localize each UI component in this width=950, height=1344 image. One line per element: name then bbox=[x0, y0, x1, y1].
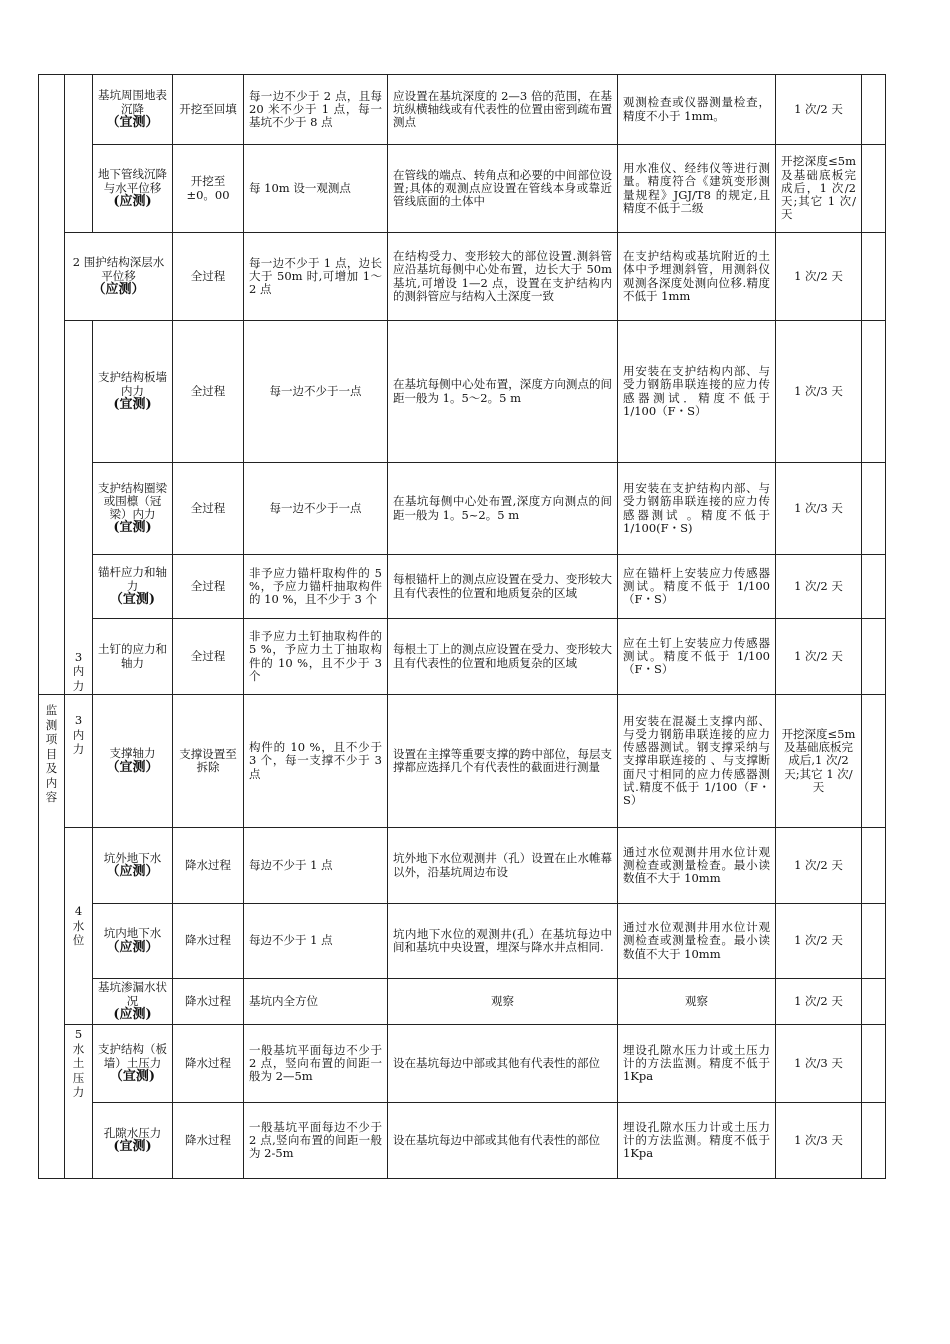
points-cell: 每一边不少于 1 点，边长大于 50m 时,可增加 1～2 点 bbox=[244, 233, 388, 321]
location-cell: 在基坑每侧中心处布置，深度方向测点的间距一般为 1。5～2。5 m bbox=[388, 321, 618, 463]
location-cell: 在基坑每侧中心处布置,深度方向测点的间距一般为 1。5~2。5 m bbox=[388, 463, 618, 555]
points-cell: 非予应力锚杆取构件的 5 %，予应力锚杆抽取构件的 10 %，且不少于 3 个 bbox=[244, 555, 388, 619]
section-2-item-cell: 2 围护结构深层水平位移 （应测） bbox=[65, 233, 173, 321]
location-cell: 坑内地下水位的观测井(孔）在基坑每边中间和基坑中央设置，埋深与降水井点相同. bbox=[388, 904, 618, 979]
points-cell: 一般基坑平面每边不少于 2 点，竖向布置的间距一般为 2—5m bbox=[244, 1025, 388, 1103]
location-cell: 在管线的端点、转角点和必要的中间部位设置;具体的观测点应设置在管线本身或靠近管线底面的土体中 bbox=[388, 145, 618, 233]
frequency-cell: 1 次/2 天 bbox=[776, 828, 862, 904]
phase-cell: 全过程 bbox=[173, 463, 244, 555]
phase-cell: 全过程 bbox=[173, 321, 244, 463]
method-cell: 观测检查或仪器测量检查，精度不小于 1mm。 bbox=[618, 75, 776, 145]
phase-cell: 全过程 bbox=[173, 555, 244, 619]
location-cell: 设置在主撑等重要支撑的跨中部位，每层支撑都应选择几个有代表性的截面进行测量 bbox=[388, 695, 618, 828]
frequency-cell: 1 次/2 天 bbox=[776, 555, 862, 619]
table-row bbox=[39, 463, 886, 555]
phase-cell: 全过程 bbox=[173, 619, 244, 695]
points-cell: 每边不少于 1 点 bbox=[244, 828, 388, 904]
frequency-cell: 1 次/3 天 bbox=[776, 321, 862, 463]
phase-cell: 支撑设置至拆除 bbox=[173, 695, 244, 828]
item-cell: 支护结构板墙内力 (宜测) bbox=[93, 321, 173, 463]
remark-cell bbox=[862, 695, 886, 828]
remark-cell bbox=[862, 828, 886, 904]
item-cell: 坑外地下水 （应测） bbox=[93, 828, 173, 904]
phase-cell: 开挖至±0。00 bbox=[173, 145, 244, 233]
item-cell: 支撑轴力 （宜测） bbox=[93, 695, 173, 828]
group-label-top bbox=[39, 75, 65, 695]
phase-cell: 降水过程 bbox=[173, 828, 244, 904]
item-cell: 基坑渗漏水状况 (应测) bbox=[93, 979, 173, 1025]
item-cell: 基坑周围地表沉降 （宜测） bbox=[93, 75, 173, 145]
frequency-cell: 1 次/3 天 bbox=[776, 1103, 862, 1179]
remark-cell bbox=[862, 1103, 886, 1179]
location-cell: 每根土丁上的测点应设置在受力、变形较大且有代表性的位置和地质复杂的区域 bbox=[388, 619, 618, 695]
group-label: 监 测 项 目 及 内 容 bbox=[39, 695, 65, 1179]
method-cell: 通过水位观测井用水位计观测检查或测量检查。最小读数值不大于 10mm bbox=[618, 904, 776, 979]
table-row bbox=[39, 145, 886, 233]
item-cell: 坑内地下水 （应测） bbox=[93, 904, 173, 979]
remark-cell bbox=[862, 1025, 886, 1103]
item-cell: 支护结构（板墙）土压力 （宜测) bbox=[93, 1025, 173, 1103]
points-cell: 非予应力土钉抽取构件的 5 %，予应力土丁抽取构件的 10 %，且不少于 3 个 bbox=[244, 619, 388, 695]
frequency-cell: 1 次/2 天 bbox=[776, 75, 862, 145]
item-cell: 地下管线沉降与水平位移 (应测) bbox=[93, 145, 173, 233]
section-3-label: 3 内 力 bbox=[65, 695, 93, 828]
table-row bbox=[39, 75, 886, 145]
points-cell: 每一边不少于 2 点，且每 20 米不少于 1 点，每一基坑不少于 8 点 bbox=[244, 75, 388, 145]
table-row bbox=[39, 619, 886, 695]
method-cell: 观察 bbox=[618, 979, 776, 1025]
location-cell: 每根锚杆上的测点应设置在受力、变形较大且有代表性的位置和地质复杂的区域 bbox=[388, 555, 618, 619]
remark-cell bbox=[862, 979, 886, 1025]
frequency-cell: 1 次/2 天 bbox=[776, 979, 862, 1025]
remark-cell bbox=[862, 233, 886, 321]
frequency-cell: 1 次/3 天 bbox=[776, 463, 862, 555]
location-cell: 坑外地下水位观测井（孔）设置在止水帷幕以外，沿基坑周边布设 bbox=[388, 828, 618, 904]
frequency-cell: 1 次/2 天 bbox=[776, 904, 862, 979]
frequency-cell: 1 次/2 天 bbox=[776, 619, 862, 695]
points-cell: 每一边不少于一点 bbox=[244, 321, 388, 463]
table-row bbox=[39, 1103, 886, 1179]
table-row bbox=[39, 555, 886, 619]
method-cell: 用水准仪、经纬仪等进行测量。精度符合《建筑变形测量规程》JGJ/T8 的规定,且精度不低于二级 bbox=[618, 145, 776, 233]
method-cell: 在支护结构或基坑附近的土体中予埋测斜管，用测斜仪观测各深度处测向位移.精度不低于 1mm bbox=[618, 233, 776, 321]
points-cell: 一般基坑平面每边不少于 2 点,竖向布置的间距一般为 2-5m bbox=[244, 1103, 388, 1179]
phase-cell: 降水过程 bbox=[173, 1025, 244, 1103]
remark-cell bbox=[862, 145, 886, 233]
remark-cell bbox=[862, 555, 886, 619]
location-cell: 设在基坑每边中部或其他有代表性的部位 bbox=[388, 1103, 618, 1179]
table-row bbox=[39, 828, 886, 904]
item-cell: 土钉的应力和轴力 bbox=[93, 619, 173, 695]
remark-cell bbox=[862, 619, 886, 695]
phase-cell: 降水过程 bbox=[173, 904, 244, 979]
frequency-cell: 开挖深度≤5m 及基础底板完成后，1 次/2 天;其它 1 次/天 bbox=[776, 145, 862, 233]
method-cell: 埋设孔隙水压力计或土压力计的方法监测。精度不低于 1Kpa bbox=[618, 1025, 776, 1103]
method-cell: 用安装在支护结构内部、与受力钢筋串联连接的应力传感器测试 。精度不低于 1/100(F・S) bbox=[618, 463, 776, 555]
points-cell: 基坑内全方位 bbox=[244, 979, 388, 1025]
item-cell: 孔隙水压力 (宜测) bbox=[93, 1103, 173, 1179]
section-5-label: 5 水 土 压 力 bbox=[65, 1025, 93, 1179]
method-cell: 用安装在支护结构内部、与受力钢筋串联连接的应力传感器测试．精度不低于 1/100（F・S） bbox=[618, 321, 776, 463]
points-cell: 每一边不少于一点 bbox=[244, 463, 388, 555]
location-cell: 应设置在基坑深度的 2—3 倍的范围，在基坑纵横轴线或有代表性的位置由密到疏布置测点 bbox=[388, 75, 618, 145]
frequency-cell: 开挖深度≤5m 及基础底板完成后,1 次/2 天;其它 1 次/天 bbox=[776, 695, 862, 828]
location-cell: 设在基坑每边中部或其他有代表性的部位 bbox=[388, 1025, 618, 1103]
method-cell: 埋设孔隙水压力计或土压力计的方法监测。精度不低于 1Kpa bbox=[618, 1103, 776, 1179]
location-cell: 在结构受力、变形较大的部位设置.测斜管应沿基坑每侧中心处布置，边长大于 50m 基坑,可增设 1—2 点，设置在支护结构内的测斜管应与结构入土深度一致 bbox=[388, 233, 618, 321]
section-1-label bbox=[65, 75, 93, 233]
phase-cell: 降水过程 bbox=[173, 1103, 244, 1179]
method-cell: 应在锚杆上安装应力传感器测试。精度不低于 1/100（F・S） bbox=[618, 555, 776, 619]
remark-cell bbox=[862, 904, 886, 979]
location-cell: 观察 bbox=[388, 979, 618, 1025]
section-3-label-top: 3 内 力 bbox=[65, 321, 93, 695]
table-row bbox=[39, 979, 886, 1025]
item-cell: 支护结构圈梁或围檩（冠梁）内力 (宜测) bbox=[93, 463, 173, 555]
points-cell: 每 10m 设一观测点 bbox=[244, 145, 388, 233]
remark-cell bbox=[862, 321, 886, 463]
frequency-cell: 1 次/2 天 bbox=[776, 233, 862, 321]
method-cell: 用安装在混凝土支撑内部、与受力钢筋串联连接的应力传感器测试。钢支撑采纳与支撑串联连接的 、与支撑断面尺寸相同的应力传感器测试.精度不低于 1/100（F・S） bbox=[618, 695, 776, 828]
item-cell: 锚杆应力和轴力 （宜测) bbox=[93, 555, 173, 619]
monitoring-table bbox=[38, 74, 886, 1179]
table-row bbox=[39, 695, 886, 828]
remark-cell bbox=[862, 463, 886, 555]
points-cell: 每边不少于 1 点 bbox=[244, 904, 388, 979]
remark-cell bbox=[862, 75, 886, 145]
table-row bbox=[39, 233, 886, 321]
table-row bbox=[39, 1025, 886, 1103]
table-row bbox=[39, 904, 886, 979]
method-cell: 通过水位观测井用水位计观测检查或测量检查。最小读数值不大于 10mm bbox=[618, 828, 776, 904]
table-row bbox=[39, 321, 886, 463]
phase-cell: 全过程 bbox=[173, 233, 244, 321]
frequency-cell: 1 次/3 天 bbox=[776, 1025, 862, 1103]
section-4-label: 4 水 位 bbox=[65, 828, 93, 1025]
method-cell: 应在土钉上安装应力传感器测试。精度不低于 1/100（F・S） bbox=[618, 619, 776, 695]
phase-cell: 开挖至回填 bbox=[173, 75, 244, 145]
phase-cell: 降水过程 bbox=[173, 979, 244, 1025]
points-cell: 构件的 10 %，且不少于 3 个，每一支撑不少于 3 点 bbox=[244, 695, 388, 828]
